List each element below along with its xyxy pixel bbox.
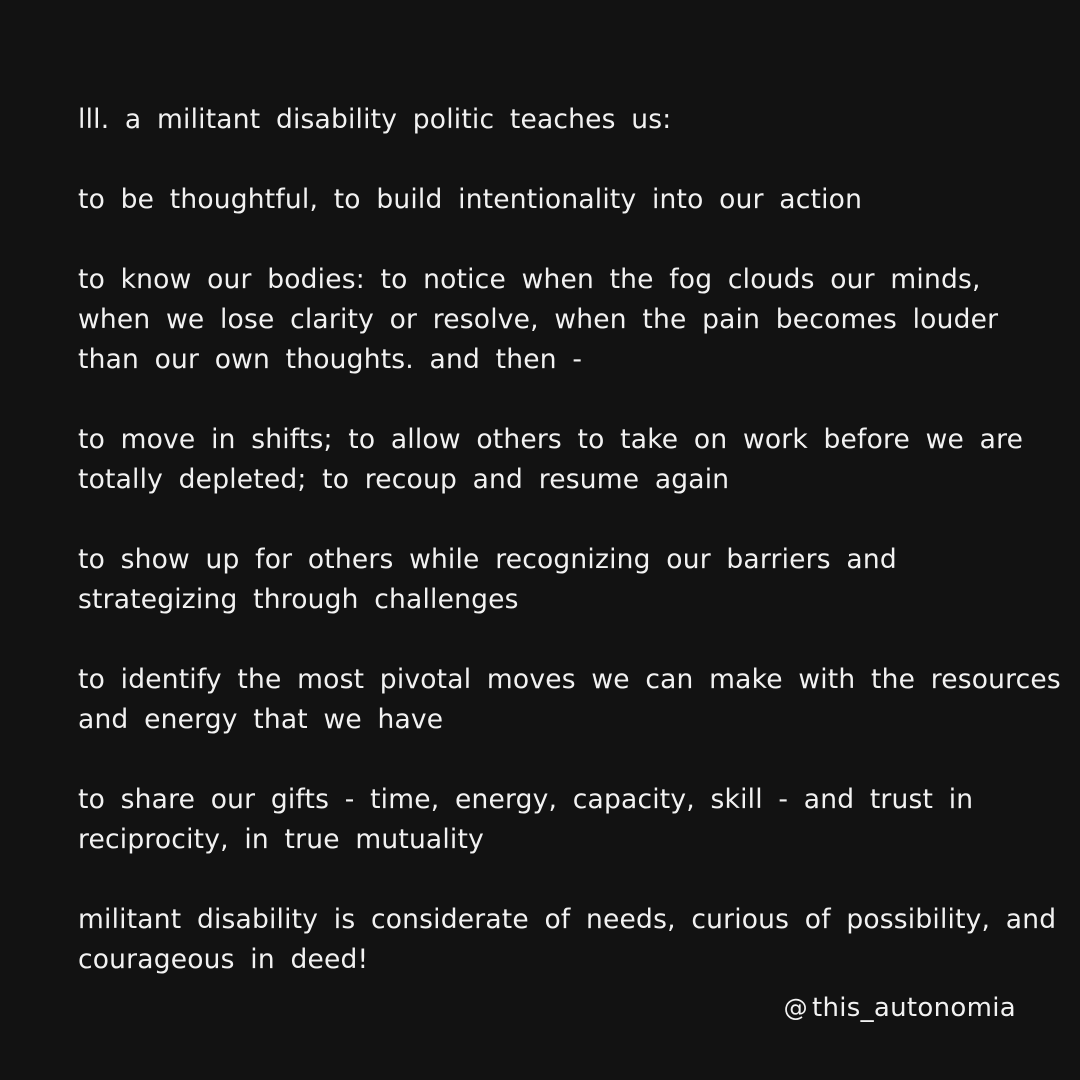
- paragraph-line: militant disability is considerate of needs, curious of possibility, and: [78, 904, 1057, 935]
- paragraph-line: reciprocity, in true mutuality: [78, 824, 484, 855]
- paragraph-line: to identify the most pivotal moves we can make with the resources: [78, 664, 1061, 695]
- paragraph-2: [78, 260, 1028, 380]
- paragraph-line: to know our bodies: to notice when the fog clouds our minds,: [78, 264, 981, 295]
- paragraph-line: to share our gifts - time, energy, capacity, skill - and trust in: [78, 784, 974, 815]
- paragraph-6: [78, 780, 1028, 860]
- paragraph-line: to be thoughtful, to build intentionality into our action: [78, 184, 863, 215]
- paragraph-3: [78, 420, 1028, 500]
- heading: [78, 100, 1028, 140]
- heading-line: lll. a militant disability politic teaches us:: [78, 104, 672, 135]
- paragraph-line: when we lose clarity or resolve, when the pain becomes louder: [78, 304, 999, 335]
- account-handle: [784, 990, 1016, 1026]
- handle-text: this_autonomia: [811, 993, 1016, 1023]
- paragraph-5: [78, 660, 1061, 740]
- paragraph-4: [78, 540, 1028, 620]
- at-sign-icon: @: [783, 994, 808, 1022]
- post-text: [78, 100, 1061, 1020]
- paragraph-line: totally depleted; to recoup and resume again: [78, 464, 730, 495]
- paragraph-line: to move in shifts; to allow others to take on work before we are: [78, 424, 1024, 455]
- paragraph-line: and energy that we have: [78, 704, 444, 735]
- paragraph-line: to show up for others while recognizing our barriers and: [78, 544, 897, 575]
- paragraph-line: strategizing through challenges: [78, 584, 519, 615]
- paragraph-1: [78, 180, 1028, 220]
- paragraph-7: [78, 900, 1057, 980]
- paragraph-line: than our own thoughts. and then -: [78, 344, 583, 375]
- paragraph-line: courageous in deed!: [78, 944, 369, 975]
